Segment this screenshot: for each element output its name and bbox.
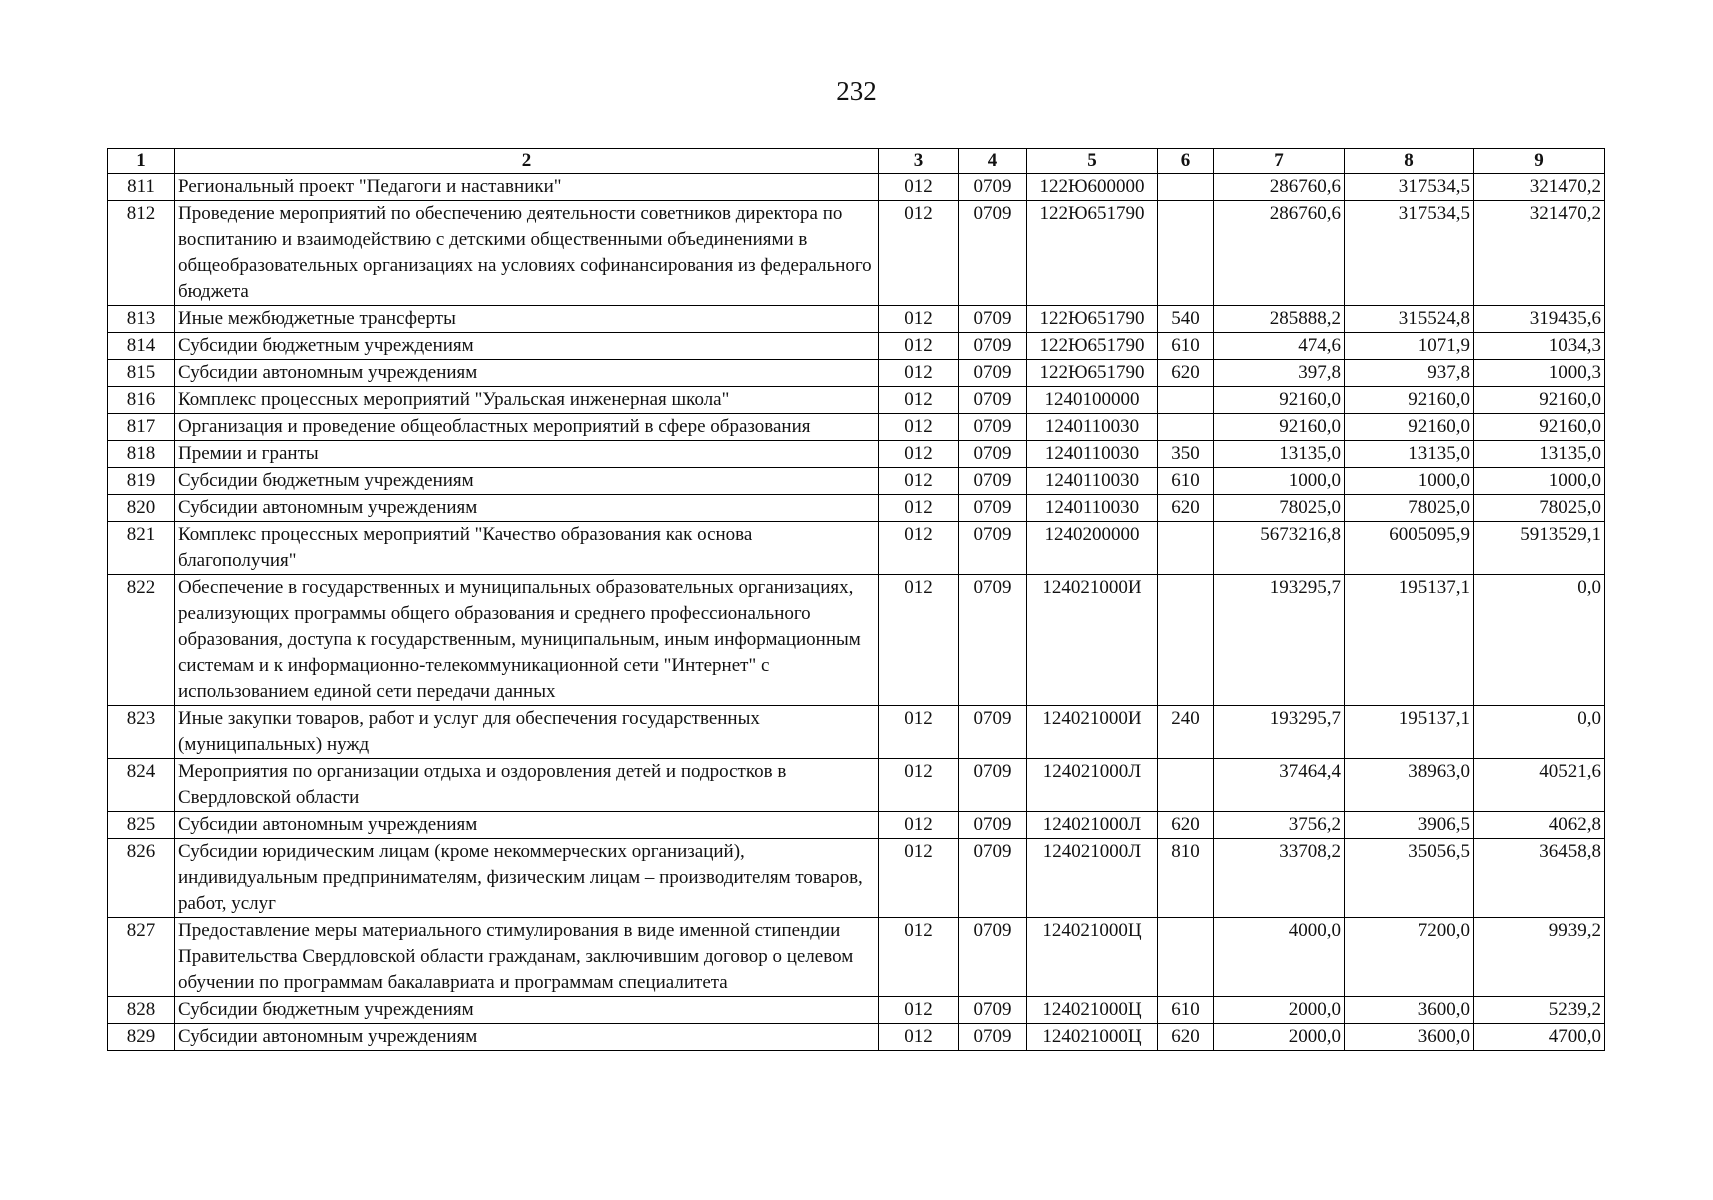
header-row — [108, 149, 1605, 174]
target-article-code: 124021000Ц — [1027, 997, 1158, 1024]
section-code: 0709 — [959, 522, 1027, 575]
amount-year-3: 40521,6 — [1474, 759, 1605, 812]
expense-type-code — [1158, 759, 1214, 812]
target-article-code: 124021000Л — [1027, 759, 1158, 812]
row-name: Обеспечение в государственных и муниципальных образовательных организациях, реализующих программы общего образования и среднего профессионального образования, доступа к государственным, муниципальным, иным информационным системам и к информационно-телекоммуникационной сети "Интернет" с использованием единой сети передачи данных — [175, 575, 879, 706]
ministry-code: 012 — [879, 575, 959, 706]
target-article-code: 1240200000 — [1027, 522, 1158, 575]
ministry-code: 012 — [879, 360, 959, 387]
ministry-code: 012 — [879, 997, 959, 1024]
ministry-code: 012 — [879, 759, 959, 812]
table-row — [108, 174, 1605, 201]
row-number: 829 — [108, 1024, 175, 1051]
row-number: 815 — [108, 360, 175, 387]
expense-type-code: 350 — [1158, 441, 1214, 468]
section-code: 0709 — [959, 839, 1027, 918]
ministry-code: 012 — [879, 839, 959, 918]
amount-year-1: 2000,0 — [1214, 1024, 1345, 1051]
section-code: 0709 — [959, 1024, 1027, 1051]
amount-year-1: 285888,2 — [1214, 306, 1345, 333]
target-article-code: 1240110030 — [1027, 495, 1158, 522]
ministry-code: 012 — [879, 201, 959, 306]
section-code: 0709 — [959, 997, 1027, 1024]
amount-year-2: 3906,5 — [1345, 812, 1474, 839]
table-row — [108, 468, 1605, 495]
target-article-code: 1240110030 — [1027, 441, 1158, 468]
expense-type-code: 610 — [1158, 997, 1214, 1024]
row-number: 823 — [108, 706, 175, 759]
table-row — [108, 414, 1605, 441]
table-row — [108, 812, 1605, 839]
section-code: 0709 — [959, 201, 1027, 306]
header-cell: 1 — [108, 149, 175, 174]
expense-type-code: 620 — [1158, 1024, 1214, 1051]
amount-year-3: 321470,2 — [1474, 174, 1605, 201]
amount-year-2: 1071,9 — [1345, 333, 1474, 360]
table-row — [108, 360, 1605, 387]
amount-year-1: 286760,6 — [1214, 174, 1345, 201]
amount-year-2: 78025,0 — [1345, 495, 1474, 522]
target-article-code: 124021000Л — [1027, 839, 1158, 918]
section-code: 0709 — [959, 918, 1027, 997]
header-cell: 6 — [1158, 149, 1214, 174]
budget-table — [107, 148, 1605, 1051]
amount-year-1: 397,8 — [1214, 360, 1345, 387]
row-name: Субсидии бюджетным учреждениям — [175, 333, 879, 360]
section-code: 0709 — [959, 706, 1027, 759]
row-name: Субсидии бюджетным учреждениям — [175, 468, 879, 495]
table-body — [108, 174, 1605, 1051]
section-code: 0709 — [959, 759, 1027, 812]
row-name: Мероприятия по организации отдыха и оздоровления детей и подростков в Свердловской области — [175, 759, 879, 812]
row-number: 817 — [108, 414, 175, 441]
expense-type-code: 620 — [1158, 360, 1214, 387]
section-code: 0709 — [959, 441, 1027, 468]
target-article-code: 122Ю651790 — [1027, 201, 1158, 306]
row-name: Субсидии автономным учреждениям — [175, 812, 879, 839]
table-row — [108, 759, 1605, 812]
amount-year-2: 92160,0 — [1345, 387, 1474, 414]
target-article-code: 122Ю651790 — [1027, 360, 1158, 387]
ministry-code: 012 — [879, 812, 959, 839]
target-article-code: 124021000Ц — [1027, 1024, 1158, 1051]
expense-type-code: 540 — [1158, 306, 1214, 333]
amount-year-2: 317534,5 — [1345, 174, 1474, 201]
row-name: Иные межбюджетные трансферты — [175, 306, 879, 333]
expense-type-code: 240 — [1158, 706, 1214, 759]
ministry-code: 012 — [879, 387, 959, 414]
row-number: 827 — [108, 918, 175, 997]
header-cell: 3 — [879, 149, 959, 174]
amount-year-1: 33708,2 — [1214, 839, 1345, 918]
row-number: 818 — [108, 441, 175, 468]
row-number: 825 — [108, 812, 175, 839]
amount-year-3: 1000,3 — [1474, 360, 1605, 387]
expense-type-code — [1158, 522, 1214, 575]
amount-year-2: 315524,8 — [1345, 306, 1474, 333]
amount-year-1: 193295,7 — [1214, 706, 1345, 759]
amount-year-2: 35056,5 — [1345, 839, 1474, 918]
target-article-code: 1240110030 — [1027, 414, 1158, 441]
header-cell: 7 — [1214, 149, 1345, 174]
target-article-code: 124021000И — [1027, 706, 1158, 759]
row-name: Региональный проект "Педагоги и наставники" — [175, 174, 879, 201]
row-number: 824 — [108, 759, 175, 812]
ministry-code: 012 — [879, 306, 959, 333]
table-row — [108, 306, 1605, 333]
table-row — [108, 333, 1605, 360]
ministry-code: 012 — [879, 333, 959, 360]
expense-type-code — [1158, 174, 1214, 201]
table-row — [108, 495, 1605, 522]
ministry-code: 012 — [879, 441, 959, 468]
table-row — [108, 522, 1605, 575]
ministry-code: 012 — [879, 522, 959, 575]
ministry-code: 012 — [879, 414, 959, 441]
expense-type-code — [1158, 201, 1214, 306]
table-row — [108, 575, 1605, 706]
row-number: 826 — [108, 839, 175, 918]
expense-type-code: 810 — [1158, 839, 1214, 918]
page-number: 232 — [836, 76, 877, 106]
section-code: 0709 — [959, 333, 1027, 360]
target-article-code: 1240110030 — [1027, 468, 1158, 495]
ministry-code: 012 — [879, 706, 959, 759]
amount-year-1: 92160,0 — [1214, 387, 1345, 414]
ministry-code: 012 — [879, 918, 959, 997]
section-code: 0709 — [959, 174, 1027, 201]
amount-year-3: 321470,2 — [1474, 201, 1605, 306]
section-code: 0709 — [959, 360, 1027, 387]
amount-year-3: 92160,0 — [1474, 414, 1605, 441]
row-number: 821 — [108, 522, 175, 575]
target-article-code: 122Ю600000 — [1027, 174, 1158, 201]
row-number: 811 — [108, 174, 175, 201]
amount-year-2: 3600,0 — [1345, 1024, 1474, 1051]
expense-type-code: 620 — [1158, 812, 1214, 839]
row-name: Субсидии автономным учреждениям — [175, 495, 879, 522]
amount-year-2: 3600,0 — [1345, 997, 1474, 1024]
row-number: 819 — [108, 468, 175, 495]
target-article-code: 124021000Л — [1027, 812, 1158, 839]
amount-year-1: 2000,0 — [1214, 997, 1345, 1024]
amount-year-1: 13135,0 — [1214, 441, 1345, 468]
ministry-code: 012 — [879, 1024, 959, 1051]
amount-year-3: 36458,8 — [1474, 839, 1605, 918]
row-name: Премии и гранты — [175, 441, 879, 468]
expense-type-code: 620 — [1158, 495, 1214, 522]
ministry-code: 012 — [879, 495, 959, 522]
amount-year-1: 193295,7 — [1214, 575, 1345, 706]
target-article-code: 124021000Ц — [1027, 918, 1158, 997]
header-cell: 2 — [175, 149, 879, 174]
ministry-code: 012 — [879, 174, 959, 201]
table-row — [108, 1024, 1605, 1051]
row-number: 820 — [108, 495, 175, 522]
row-name: Комплекс процессных мероприятий "Уральская инженерная школа" — [175, 387, 879, 414]
expense-type-code — [1158, 387, 1214, 414]
row-name: Проведение мероприятий по обеспечению деятельности советников директора по воспитанию и взаимодействию с детскими общественными объединениями в общеобразовательных организациях на условиях софинансирования из федерального бюджета — [175, 201, 879, 306]
row-number: 822 — [108, 575, 175, 706]
amount-year-3: 4700,0 — [1474, 1024, 1605, 1051]
amount-year-2: 92160,0 — [1345, 414, 1474, 441]
section-code: 0709 — [959, 414, 1027, 441]
header-cell: 8 — [1345, 149, 1474, 174]
header-cell: 4 — [959, 149, 1027, 174]
amount-year-1: 78025,0 — [1214, 495, 1345, 522]
amount-year-3: 5239,2 — [1474, 997, 1605, 1024]
row-name: Предоставление меры материального стимулирования в виде именной стипендии Правительства Свердловской области гражданам, заключившим договор о целевом обучении по программам бакалавриата и программам специалитета — [175, 918, 879, 997]
row-name: Организация и проведение общеобластных мероприятий в сфере образования — [175, 414, 879, 441]
row-number: 812 — [108, 201, 175, 306]
row-name: Субсидии автономным учреждениям — [175, 1024, 879, 1051]
amount-year-2: 317534,5 — [1345, 201, 1474, 306]
section-code: 0709 — [959, 387, 1027, 414]
amount-year-1: 37464,4 — [1214, 759, 1345, 812]
section-code: 0709 — [959, 495, 1027, 522]
table-row — [108, 839, 1605, 918]
row-number: 814 — [108, 333, 175, 360]
table-row — [108, 706, 1605, 759]
amount-year-2: 195137,1 — [1345, 575, 1474, 706]
expense-type-code: 610 — [1158, 333, 1214, 360]
amount-year-3: 4062,8 — [1474, 812, 1605, 839]
amount-year-3: 5913529,1 — [1474, 522, 1605, 575]
amount-year-3: 92160,0 — [1474, 387, 1605, 414]
amount-year-1: 1000,0 — [1214, 468, 1345, 495]
amount-year-3: 9939,2 — [1474, 918, 1605, 997]
amount-year-2: 937,8 — [1345, 360, 1474, 387]
target-article-code: 122Ю651790 — [1027, 306, 1158, 333]
amount-year-3: 0,0 — [1474, 575, 1605, 706]
amount-year-1: 92160,0 — [1214, 414, 1345, 441]
amount-year-2: 195137,1 — [1345, 706, 1474, 759]
amount-year-2: 13135,0 — [1345, 441, 1474, 468]
amount-year-2: 6005095,9 — [1345, 522, 1474, 575]
row-name: Комплекс процессных мероприятий "Качество образования как основа благополучия" — [175, 522, 879, 575]
amount-year-2: 7200,0 — [1345, 918, 1474, 997]
row-name: Субсидии автономным учреждениям — [175, 360, 879, 387]
expense-type-code: 610 — [1158, 468, 1214, 495]
row-name: Субсидии бюджетным учреждениям — [175, 997, 879, 1024]
expense-type-code — [1158, 918, 1214, 997]
amount-year-3: 78025,0 — [1474, 495, 1605, 522]
amount-year-2: 38963,0 — [1345, 759, 1474, 812]
amount-year-3: 1034,3 — [1474, 333, 1605, 360]
expense-type-code — [1158, 414, 1214, 441]
section-code: 0709 — [959, 812, 1027, 839]
amount-year-1: 5673216,8 — [1214, 522, 1345, 575]
row-number: 813 — [108, 306, 175, 333]
amount-year-1: 286760,6 — [1214, 201, 1345, 306]
row-name: Субсидии юридическим лицам (кроме некоммерческих организаций), индивидуальным предпринимателям, физическим лицам – производителям товаров, работ, услуг — [175, 839, 879, 918]
row-number: 828 — [108, 997, 175, 1024]
amount-year-3: 319435,6 — [1474, 306, 1605, 333]
target-article-code: 124021000И — [1027, 575, 1158, 706]
table-row — [108, 918, 1605, 997]
expense-type-code — [1158, 575, 1214, 706]
target-article-code: 1240100000 — [1027, 387, 1158, 414]
amount-year-1: 3756,2 — [1214, 812, 1345, 839]
row-number: 816 — [108, 387, 175, 414]
amount-year-3: 0,0 — [1474, 706, 1605, 759]
amount-year-2: 1000,0 — [1345, 468, 1474, 495]
table-row — [108, 441, 1605, 468]
ministry-code: 012 — [879, 468, 959, 495]
section-code: 0709 — [959, 575, 1027, 706]
amount-year-3: 1000,0 — [1474, 468, 1605, 495]
amount-year-3: 13135,0 — [1474, 441, 1605, 468]
target-article-code: 122Ю651790 — [1027, 333, 1158, 360]
table-row — [108, 387, 1605, 414]
table-row — [108, 201, 1605, 306]
header-cell: 9 — [1474, 149, 1605, 174]
section-code: 0709 — [959, 306, 1027, 333]
table-row — [108, 997, 1605, 1024]
amount-year-1: 4000,0 — [1214, 918, 1345, 997]
header-cell: 5 — [1027, 149, 1158, 174]
row-name: Иные закупки товаров, работ и услуг для обеспечения государственных (муниципальных) нужд — [175, 706, 879, 759]
amount-year-1: 474,6 — [1214, 333, 1345, 360]
section-code: 0709 — [959, 468, 1027, 495]
